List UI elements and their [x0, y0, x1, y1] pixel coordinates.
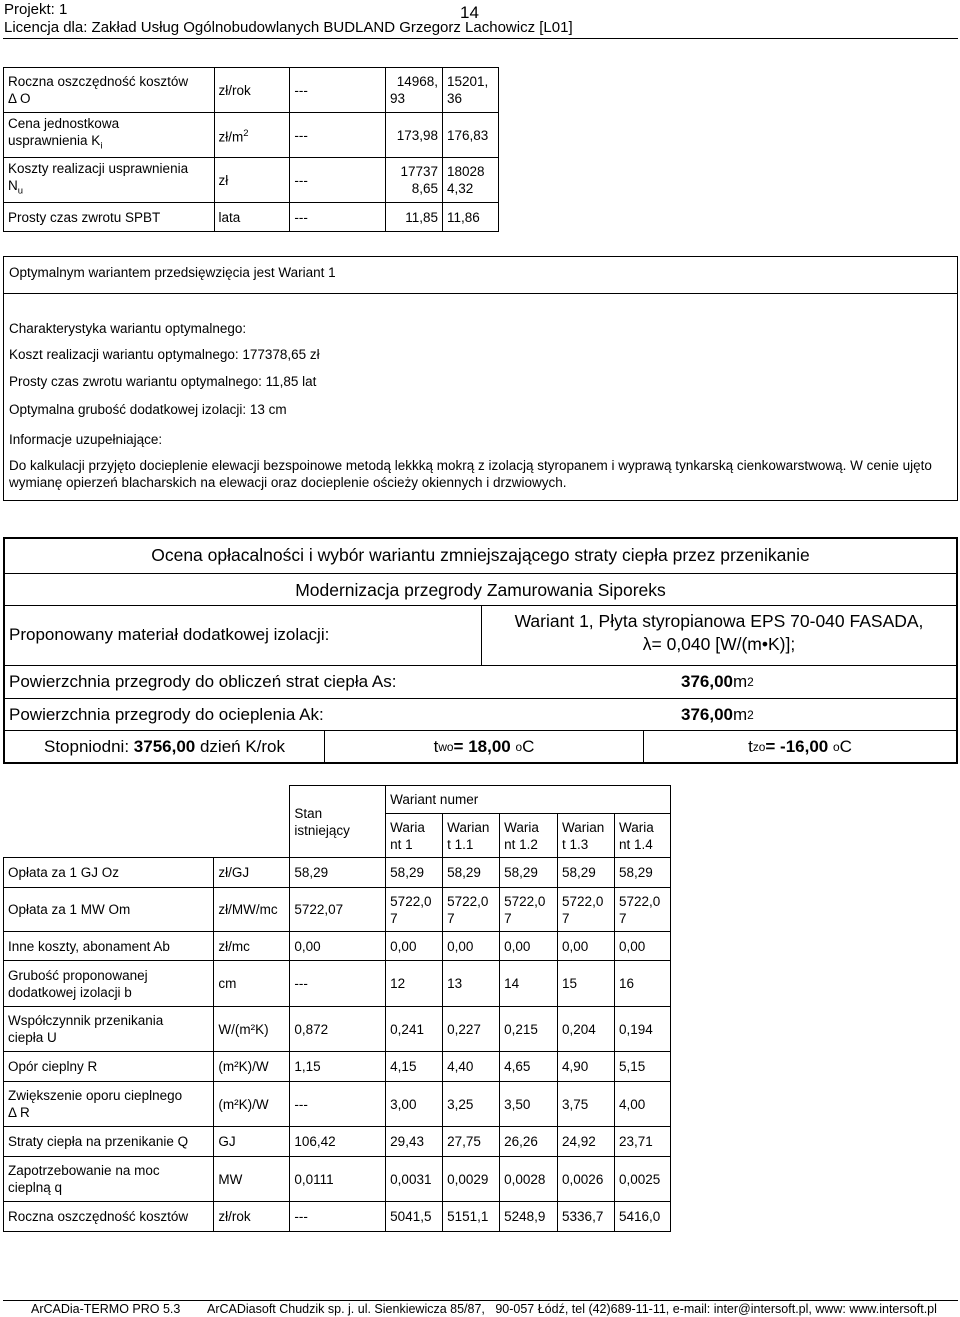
variant-value: 4,00	[614, 1082, 670, 1127]
optimal-payback: Prosty czas zwrotu wariantu optymalnego: 11,85 lat	[9, 374, 317, 389]
variant-value: 27,75	[443, 1127, 500, 1157]
existing-state-value: ---	[290, 1202, 386, 1232]
value-cell: 11,85	[386, 203, 443, 232]
variant-value: 5722,0 7	[558, 888, 615, 932]
area-as-label: Powierzchnia przegrody do obliczeń strat ciepła As:	[9, 672, 397, 691]
unit-cell: cm	[214, 961, 290, 1007]
row-label: Straty ciepła na przenikanie Q	[4, 1127, 214, 1157]
unit-cell: zł/mc	[214, 932, 290, 961]
table-row	[4, 1157, 671, 1202]
table-row	[4, 1007, 671, 1052]
variant-value: 0,0028	[500, 1157, 558, 1202]
variant-value: 0,0029	[443, 1157, 500, 1202]
footer-program: ArCADia-TERMO PRO 5.3	[31, 1302, 181, 1316]
characteristics-title: Charakterystyka wariantu optymalnego:	[9, 321, 247, 336]
existing-state-value: 58,29	[290, 858, 386, 888]
header-text: nt 1.2	[504, 836, 538, 852]
value-cell: ---	[290, 68, 386, 113]
row-label: Opłata za 1 MW Om	[4, 888, 214, 932]
table-row	[4, 961, 671, 1007]
row-label: Koszty realizacji usprawnienia	[8, 161, 189, 177]
degree-days-value: 3756,00	[133, 736, 196, 756]
row-label: Zwiększenie oporu cieplnego Δ R	[4, 1082, 214, 1127]
temp-symbol: t	[433, 736, 439, 756]
header-text: Warian	[562, 819, 605, 835]
unit-cell: MW	[214, 1157, 290, 1202]
unit-cell: W/(m²K)	[214, 1007, 290, 1052]
value-cell: 11,86	[443, 203, 499, 232]
temp-unit: C	[839, 736, 852, 756]
value-cell: 14968,	[396, 74, 438, 89]
license-line: Licencja dla: Zakład Usług Ogólnobudowlanych BUDLAND Grzegorz Lachowicz [L01]	[4, 19, 573, 36]
table-row	[4, 1202, 671, 1232]
value-cell: 17737	[400, 164, 438, 179]
value-cell-wrap: 93	[390, 91, 406, 106]
area-ak-number: 376,00	[681, 704, 733, 724]
variant-header	[614, 814, 670, 858]
material-value	[485, 610, 953, 656]
variant-value: 13	[443, 961, 500, 1007]
variant-value: 29,43	[386, 1127, 443, 1157]
row-label-symbol: usprawnienia K	[8, 133, 101, 149]
variant-table	[3, 785, 671, 1232]
variant-value: 0,0026	[558, 1157, 615, 1202]
optimal-thickness: Optymalna grubość dodatkowej izolacji: 13 cm	[9, 402, 287, 417]
value-cell: 15201,	[447, 74, 489, 89]
value-cell: 176,83	[443, 113, 499, 158]
unit-cell: zł	[214, 158, 290, 203]
internal-temperature	[325, 731, 643, 762]
value-cell: ---	[290, 203, 386, 232]
info-title: Informacje uzupełniające:	[9, 432, 163, 447]
variant-value: 0,215	[500, 1007, 558, 1052]
empty-cell	[214, 786, 290, 814]
row-label-symbol: Δ O	[8, 91, 31, 106]
variant-value: 5722,0 7	[386, 888, 443, 932]
variant-value: 0,194	[614, 1007, 670, 1052]
variant-value: 0,0031	[386, 1157, 443, 1202]
variant-value: 5336,7	[558, 1202, 615, 1232]
variant-value: 0,00	[500, 932, 558, 961]
lambda-value: λ= 0,040 [W/(m•K)];	[642, 634, 796, 654]
variant-value: 5,15	[614, 1052, 670, 1082]
optimal-cost: Koszt realizacji wariantu optymalnego: 177378,65 zł	[9, 347, 320, 362]
existing-state-value: 106,42	[290, 1127, 386, 1157]
row-label: Roczna oszczędność kosztów	[8, 74, 189, 89]
table-row	[4, 1127, 671, 1157]
variant-value: 16	[614, 961, 670, 1007]
variant-value: 26,26	[500, 1127, 558, 1157]
variant-value: 24,92	[558, 1127, 615, 1157]
row-label-symbol: N	[8, 178, 18, 194]
header-text: nt 1	[390, 836, 413, 852]
table-row	[4, 1052, 671, 1082]
temp-subscript: zo	[752, 739, 766, 754]
variant-value: 5416,0	[614, 1202, 670, 1232]
variant-number-header: Wariant numer	[386, 786, 671, 814]
external-temperature	[644, 731, 956, 762]
header-text: nt 1.4	[618, 836, 653, 852]
area-ak-label: Powierzchnia przegrody do ocieplenia Ak:	[9, 704, 324, 724]
divider	[3, 293, 958, 294]
variant-value: 0,204	[558, 1007, 615, 1052]
header-text: istniejący	[294, 822, 350, 838]
unit-cell: zł/MW/mc	[214, 888, 290, 932]
divider	[5, 573, 956, 574]
header-text: Waria	[390, 819, 425, 835]
variant-value: 4,15	[386, 1052, 443, 1082]
row-label-subscript: u	[17, 185, 23, 197]
variant-value: 23,71	[614, 1127, 670, 1157]
table-row	[4, 932, 671, 961]
temp-subscript: wo	[438, 739, 454, 754]
unit-cell: zł/m	[218, 129, 244, 145]
table-row	[4, 158, 499, 203]
unit-cell: zł/rok	[214, 68, 290, 113]
existing-state-value: 0,00	[290, 932, 386, 961]
existing-state-value: 1,15	[290, 1052, 386, 1082]
row-label: Współczynnik przenikania ciepła U	[4, 1007, 214, 1052]
variant-value: 3,75	[558, 1082, 615, 1127]
info-text: Do kalkulacji przyjęto docieplenie elewacji bezspoinowe metodą lekkką mokrą z izolacją styropanem i wyprawą tynkarską cienkowarstwową. W cenie ujęto wymianę opierzeń blacharskich na elewacji oraz docieplenie ościeży okiennych i drzwiowych.	[9, 458, 932, 490]
value-cell: ---	[290, 113, 386, 158]
variant-value: 4,65	[500, 1052, 558, 1082]
variant-value: 58,29	[614, 858, 670, 888]
area-as-value	[681, 666, 881, 698]
cost-summary-table	[3, 67, 499, 232]
table-row	[4, 68, 499, 113]
header-text: Waria	[504, 819, 539, 835]
material-label: Proponowany materiał dodatkowej izolacji:	[9, 625, 330, 644]
row-label: Roczna oszczędność kosztów	[4, 1202, 214, 1232]
value-cell: 18028	[447, 164, 485, 179]
variant-value: 5722,0 7	[500, 888, 558, 932]
variant-value: 58,29	[558, 858, 615, 888]
footer-company: ArCADiasoft Chudzik sp. j. ul. Sienkiewicza 85/87, 90-057 Łódź, tel (42)689-11-11, e-mail: inter@intersoft.pl, www: www.intersoft.pl	[207, 1302, 937, 1316]
variant-value: 58,29	[443, 858, 500, 888]
empty-cell	[4, 814, 214, 858]
value-cell: 173,98	[386, 113, 443, 158]
variant-value: 0,00	[386, 932, 443, 961]
variant-header	[443, 814, 500, 858]
footer-divider	[3, 1300, 958, 1301]
row-label-subscript: i	[100, 140, 103, 152]
row-label: Inne koszty, abonament Ab	[4, 932, 214, 961]
row-label: Opór cieplny R	[4, 1052, 214, 1082]
value-cell-wrap: 4,32	[447, 181, 474, 196]
header-text: t 1.1	[447, 836, 474, 852]
area-unit: m	[733, 672, 748, 691]
area-as-number: 376,00	[681, 672, 733, 691]
variant-value: 4,90	[558, 1052, 615, 1082]
summary-panel	[3, 256, 958, 501]
degree-sup: o	[515, 739, 523, 754]
degree-days-label: Stopniodni:	[43, 736, 134, 756]
area-unit: m	[733, 704, 748, 724]
header-text: Waria	[618, 819, 654, 835]
unit-cell: (m²K)/W	[214, 1052, 290, 1082]
unit-cell: GJ	[214, 1127, 290, 1157]
variant-header	[500, 814, 558, 858]
variant-value: 5722,0 7	[614, 888, 670, 932]
area-ak-value	[681, 699, 881, 730]
variant-value: 5041,5	[386, 1202, 443, 1232]
area-unit-sup: 2	[747, 707, 754, 722]
row-label: Prosty czas zwrotu SPBT	[4, 203, 215, 232]
divider	[481, 605, 482, 665]
variant-value: 0,241	[386, 1007, 443, 1052]
header-text: t 1.3	[562, 836, 589, 852]
external-temp-value: = -16,00	[765, 736, 833, 756]
table-row	[4, 888, 671, 932]
value-cell: ---	[290, 158, 386, 203]
variant-value: 5248,9	[500, 1202, 558, 1232]
variant-value: 4,40	[443, 1052, 500, 1082]
evaluation-subtitle: Modernizacja przegrody Zamurowania Siporeks	[295, 580, 666, 600]
variant-header	[386, 814, 443, 858]
temp-symbol: t	[748, 736, 753, 756]
variant-value: 5151,1	[443, 1202, 500, 1232]
variant-value: 3,50	[500, 1082, 558, 1127]
degree-sup: o	[832, 739, 840, 754]
existing-state-value: ---	[290, 1082, 386, 1127]
header-text: Stan	[294, 805, 323, 821]
material-name: Wariant 1, Płyta styropianowa EPS 70-040 FASADA,	[514, 611, 924, 631]
variant-value: 0,0025	[614, 1157, 670, 1202]
existing-state-value: ---	[290, 961, 386, 1007]
value-cell-wrap: 8,65	[411, 181, 438, 196]
internal-temp-value: = 18,00	[453, 736, 516, 756]
row-label: Grubość proponowanej dodatkowej izolacji b	[4, 961, 214, 1007]
row-label: Opłata za 1 GJ Oz	[4, 858, 214, 888]
existing-state-value: 0,872	[290, 1007, 386, 1052]
header-divider	[3, 38, 958, 39]
value-cell-wrap: 36	[447, 91, 463, 106]
variant-value: 12	[386, 961, 443, 1007]
unit-superscript: 2	[243, 127, 249, 139]
variant-value: 5722,0 7	[443, 888, 500, 932]
page-number: 14	[460, 3, 479, 22]
empty-cell	[4, 786, 214, 814]
existing-state-value: 5722,07	[290, 888, 386, 932]
table-row	[4, 858, 671, 888]
existing-state-header	[290, 786, 386, 858]
unit-cell: lata	[214, 203, 290, 232]
table-row	[4, 203, 499, 232]
table-header-row	[4, 786, 671, 814]
existing-state-value: 0,0111	[290, 1157, 386, 1202]
empty-cell	[214, 814, 290, 858]
unit-cell: zł/GJ	[214, 858, 290, 888]
table-row	[4, 113, 499, 158]
unit-cell: zł/rok	[214, 1202, 290, 1232]
project-label: Projekt: 1	[4, 1, 68, 18]
table-row	[4, 1082, 671, 1127]
evaluation-title: Ocena opłacalności i wybór wariantu zmniejszającego straty ciepła przez przenikanie	[151, 545, 810, 565]
variant-value: 0,00	[443, 932, 500, 961]
variant-value: 3,00	[386, 1082, 443, 1127]
temp-unit: C	[522, 736, 535, 756]
degree-days	[5, 731, 324, 762]
evaluation-box	[3, 537, 958, 764]
row-label: Cena jednostkowa	[8, 116, 120, 132]
variant-value: 3,25	[443, 1082, 500, 1127]
variant-value: 0,00	[558, 932, 615, 961]
header-text: Warian	[447, 819, 490, 835]
area-unit-sup: 2	[747, 675, 754, 689]
row-label: Zapotrzebowanie na moc cieplną q	[4, 1157, 214, 1202]
variant-value: 14	[500, 961, 558, 1007]
variant-value: 58,29	[386, 858, 443, 888]
variant-value: 15	[558, 961, 615, 1007]
variant-value: 58,29	[500, 858, 558, 888]
degree-days-unit: dzień K/rok	[195, 736, 285, 756]
variant-value: 0,00	[614, 932, 670, 961]
variant-header	[558, 814, 615, 858]
unit-cell: (m²K)/W	[214, 1082, 290, 1127]
optimal-variant: Optymalnym wariantem przedsięwzięcia jest Wariant 1	[9, 265, 336, 280]
variant-value: 0,227	[443, 1007, 500, 1052]
